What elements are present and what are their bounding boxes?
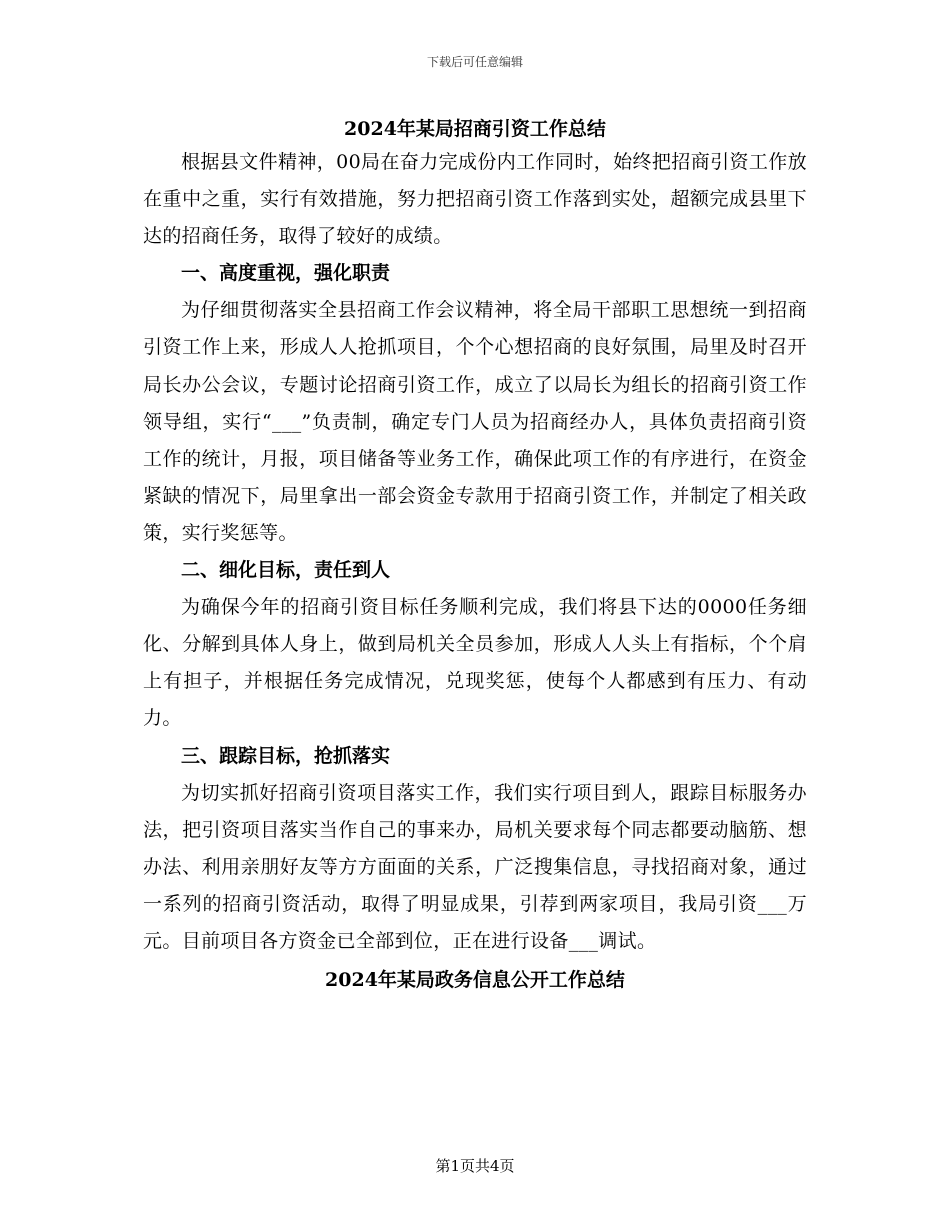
section-heading-1: 一、高度重视，强化职责 bbox=[181, 262, 391, 285]
next-document-title: 2024年某局政务信息公开工作总结 bbox=[325, 969, 625, 992]
section-body-2: 为确保今年的招商引资目标任务顺利完成，我们将县下达的0000任务细化、分解到具体人身上，做到局机关全员参加，形成人人头上有指标，个个肩上有担子，并根据任务完成情况，兑现奖惩，使每个人都感到有压力、有动力。 bbox=[143, 596, 807, 730]
section-body-3: 为切实抓好招商引资项目落实工作，我们实行项目到人，跟踪目标服务办法，把引资项目落实当作自己的事来办，局机关要求每个同志都要动脑筋、想办法、利用亲朋好友等方方面面的关系，广泛搜集信息，寻找招商对象，通过一系列的招商引资活动，取得了明显成果，引荐到两家项目，我局引资___万元。目前项目各方资金已全部到位，正在进行设备___调试。 bbox=[143, 781, 807, 952]
page-footer: 第1页共4页 bbox=[435, 1157, 515, 1175]
intro-paragraph: 根据县文件精神，00局在奋力完成份内工作同时，始终把招商引资工作放在重中之重，实行有效措施，努力把招商引资工作落到实处，超额完成县里下达的招商任务，取得了较好的成绩。 bbox=[143, 151, 807, 248]
section-heading-2: 二、细化目标，责任到人 bbox=[181, 559, 391, 582]
document-title: 2024年某局招商引资工作总结 bbox=[344, 118, 606, 140]
section-body-1: 为仔细贯彻落实全县招商工作会议精神，将全局干部职工思想统一到招商引资工作上来，形成人人抢抓项目，个个心想招商的良好氛围，局里及时召开局长办公会议，专题讨论招商引资工作，成立了以局长为组长的招商引资工作领导组，实行“___”负责制，确定专门人员为招商经办人，具体负责招商引资工作的统计，月报，项目储备等业务工作，确保此项工作的有序进行，在资金紧缺的情况下，局里拿出一部会资金专款用于招商引资工作，并制定了相关政策，实行奖惩等。 bbox=[143, 299, 807, 544]
document-body bbox=[143, 112, 807, 999]
header-note: 下载后可任意编辑 bbox=[426, 55, 523, 69]
section-heading-3: 三、跟踪目标，抢抓落实 bbox=[181, 744, 391, 767]
